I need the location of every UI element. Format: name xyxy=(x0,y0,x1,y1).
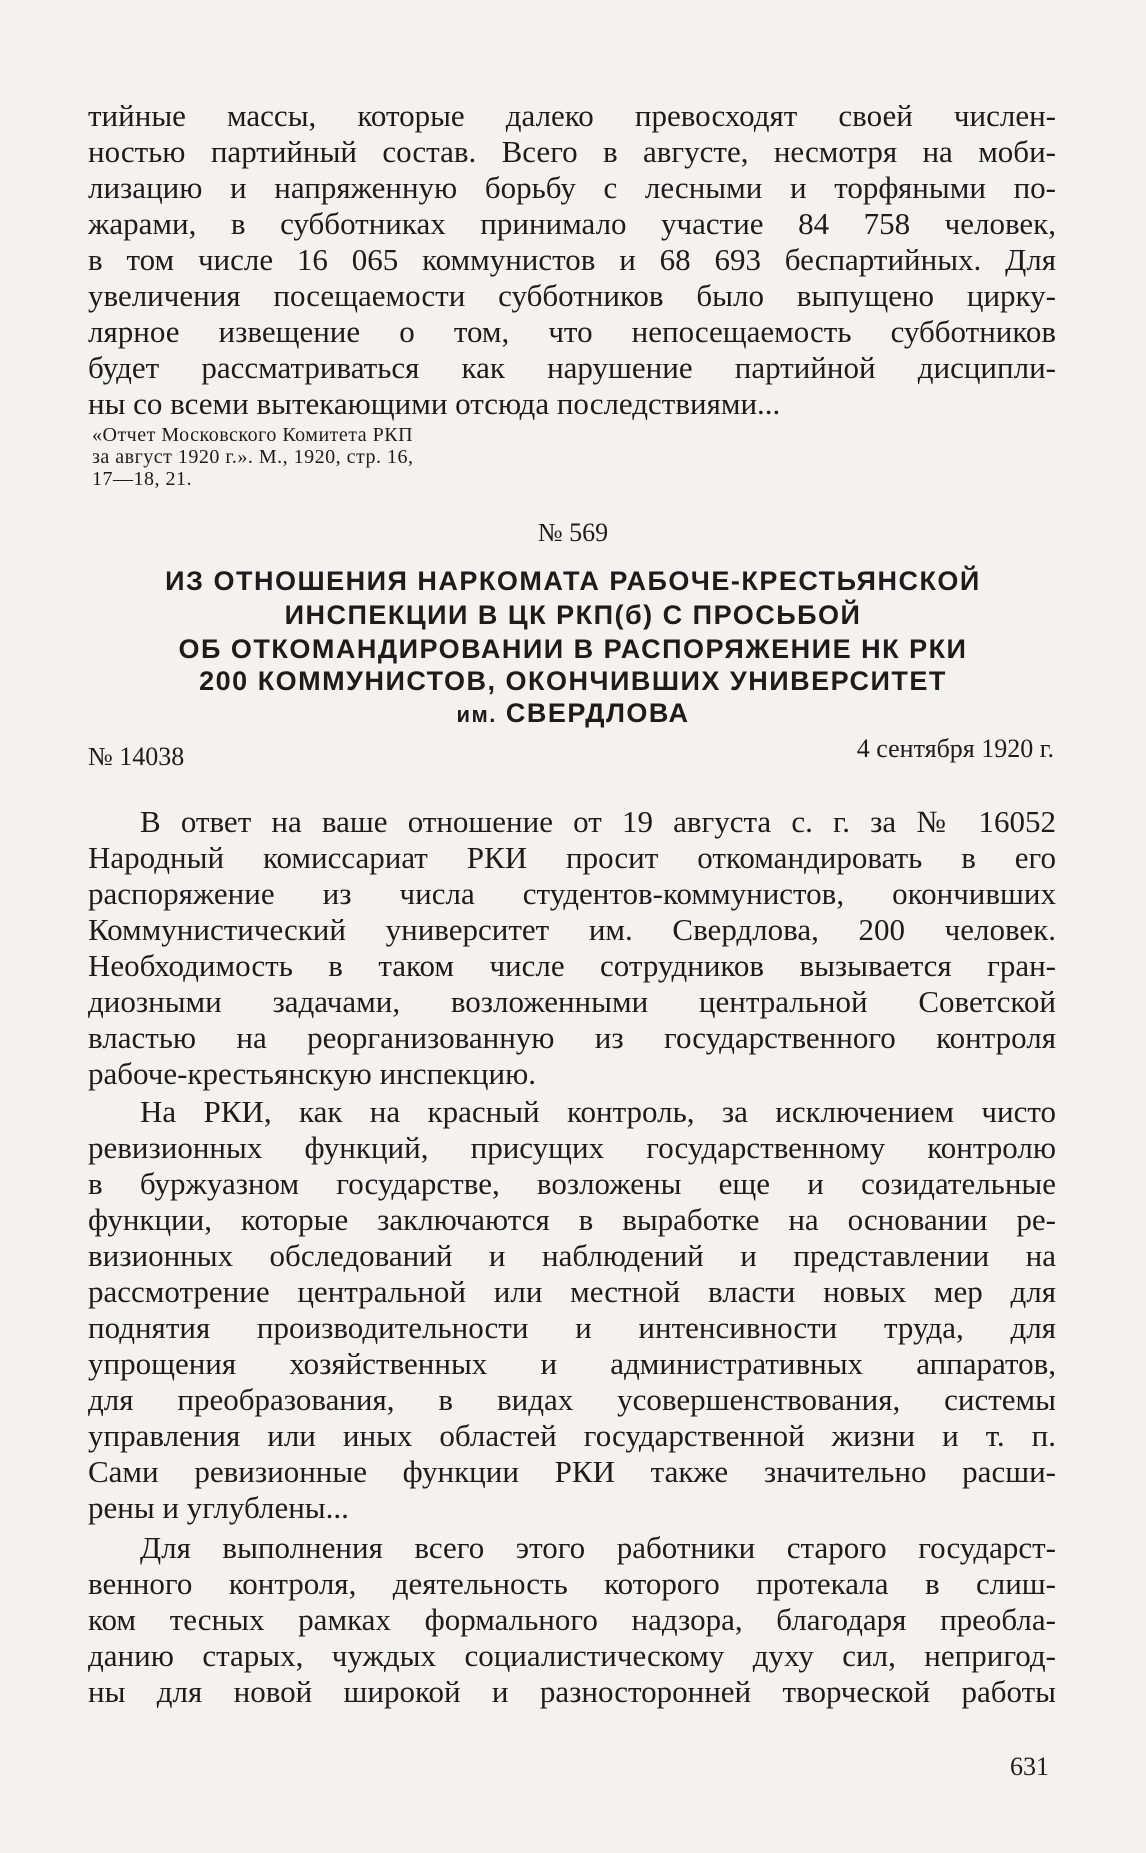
text-line: властью на реорганизованную из государственного контроля xyxy=(88,1020,1056,1055)
text-line: визионных обследований и наблюдений и представлении на xyxy=(88,1238,1056,1273)
text-line: В ответ на ваше отношение от 19 августа с. г. за № 16052 xyxy=(140,804,1056,839)
text-line: Для выполнения всего этого работники старого государст- xyxy=(140,1530,1056,1565)
text-line: ревизионных функций, присущих государственному контролю xyxy=(88,1130,1056,1165)
title-line: ИНСПЕКЦИИ В ЦК РКП(б) С ПРОСЬБОЙ xyxy=(284,600,862,630)
text-line: Сами ревизионные функции РКИ также значительно расши- xyxy=(88,1454,1056,1489)
text-line: в буржуазном государстве, возложены еще и созидательные xyxy=(88,1166,1056,1201)
text-line: для преобразования, в видах усовершенствования, системы xyxy=(88,1382,1056,1417)
text-line: Необходимость в таком числе сотрудников вызывается гран- xyxy=(88,948,1056,983)
text-line: увеличения посещаемости субботников было выпущено цирку- xyxy=(88,278,1056,313)
text-line: диозными задачами, возложенными центральной Советской xyxy=(88,984,1056,1019)
text-line: Коммунистический университет им. Свердлова, 200 человек. xyxy=(88,912,1056,947)
page-number: 631 xyxy=(1010,1752,1049,1781)
text-line: тийные массы, которые далеко превосходят своей числен- xyxy=(88,98,1056,133)
document-date: 4 сентября 1920 г. xyxy=(856,734,1054,763)
text-line: рены и углублены... xyxy=(88,1490,349,1525)
title-line xyxy=(0,698,1146,730)
citation-line: 17—18, 21. xyxy=(92,468,192,490)
text-line: лизацию и напряженную борьбу с лесными и торфяными по- xyxy=(88,170,1056,205)
text-line: ком тесных рамках формального надзора, благодаря преобла- xyxy=(88,1602,1056,1637)
text-line: На РКИ, как на красный контроль, за исключением чисто xyxy=(140,1094,1056,1129)
text-line: ны для новой широкой и разносторонней творческой работы xyxy=(88,1674,1056,1709)
citation-line: за август 1920 г.». М., 1920, стр. 16, xyxy=(92,446,414,468)
text-line: лярное извещение о том, что непосещаемость субботников xyxy=(88,314,1056,349)
text-line: функции, которые заключаются в выработке на основании ре- xyxy=(88,1202,1056,1237)
text-line: распоряжение из числа студентов-коммунистов, окончивших xyxy=(88,876,1056,911)
text-line: ностью партийный состав. Всего в августе, несмотря на моби- xyxy=(88,134,1056,169)
registration-number: № 14038 xyxy=(88,742,185,771)
title-line: 200 КОММУНИСТОВ, ОКОНЧИВШИХ УНИВЕРСИТЕТ xyxy=(199,666,947,696)
text-line: ны со всеми вытекающими отсюда последствиями... xyxy=(88,386,781,421)
title-line: ОБ ОТКОМАНДИРОВАНИИ В РАСПОРЯЖЕНИЕ НК РКИ xyxy=(178,634,968,664)
text-line: упрощения хозяйственных и административных аппаратов, xyxy=(88,1346,1056,1381)
text-line: поднятия производительности и интенсивности труда, для xyxy=(88,1310,1056,1345)
document-number: № 569 xyxy=(537,518,609,547)
title-name: СВЕРДЛОВА xyxy=(505,698,690,728)
text-line: рабоче-крестьянскую инспекцию. xyxy=(88,1056,537,1091)
text-line: управления или иных областей государственной жизни и т. п. xyxy=(88,1418,1056,1453)
text-line: данию старых, чуждых социалистическому духу сил, непригод- xyxy=(88,1638,1056,1673)
text-line: венного контроля, деятельность которого протекала в слиш- xyxy=(88,1566,1056,1601)
text-line: Народный комиссариат РКИ просит откомандировать в его xyxy=(88,840,1056,875)
title-line: ИЗ ОТНОШЕНИЯ НАРКОМАТА РАБОЧЕ-КРЕСТЬЯНСКОЙ xyxy=(165,566,981,596)
text-line: рассмотрение центральной или местной власти новых мер для xyxy=(88,1274,1056,1309)
text-line: жарами, в субботниках принимало участие 84 758 человек, xyxy=(88,206,1056,241)
text-line: в том числе 16 065 коммунистов и 68 693 беспартийных. Для xyxy=(88,242,1056,277)
text-line: будет рассматриваться как нарушение партийной дисципли- xyxy=(88,350,1056,385)
title-prefix: им. xyxy=(456,702,497,727)
citation-line: «Отчет Московского Комитета РКП xyxy=(92,424,414,446)
